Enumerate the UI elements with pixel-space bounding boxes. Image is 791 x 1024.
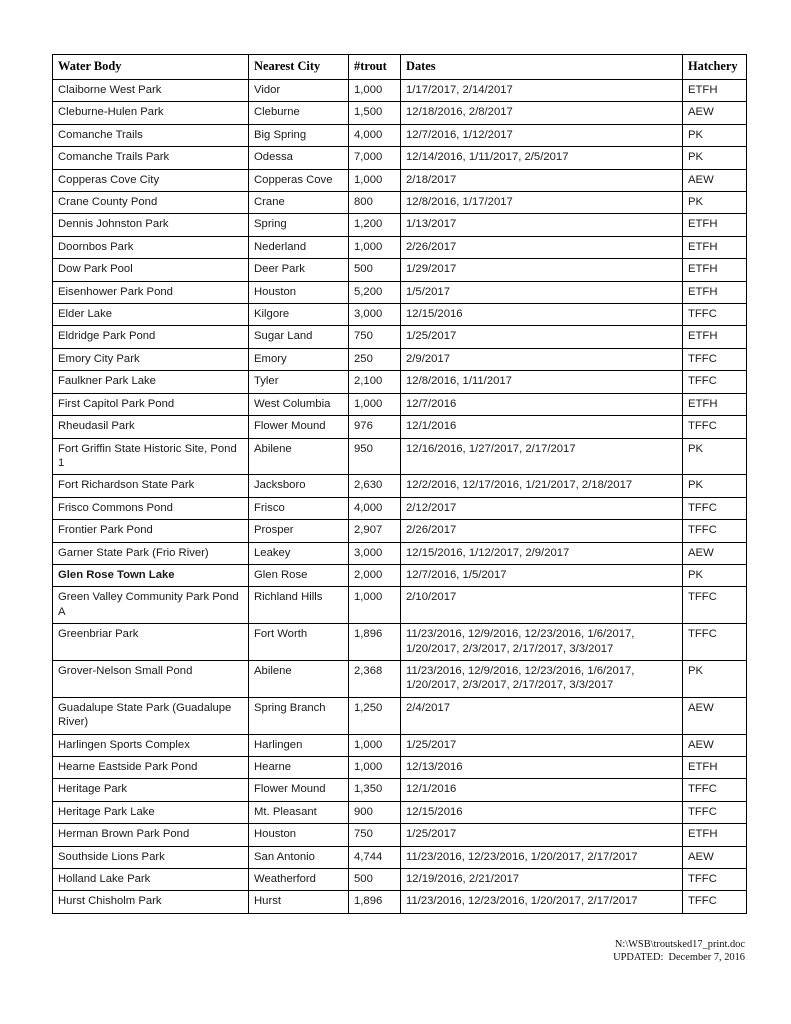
cell-water-body: Garner State Park (Frio River) bbox=[53, 542, 249, 564]
table-row bbox=[53, 497, 747, 519]
cell-dates: 12/13/2016 bbox=[401, 757, 683, 779]
cell-hatchery: ETFH bbox=[683, 80, 747, 102]
cell-dates: 12/18/2016, 2/8/2017 bbox=[401, 102, 683, 124]
cell-water-body: Glen Rose Town Lake bbox=[53, 564, 249, 586]
cell-dates: 1/25/2017 bbox=[401, 734, 683, 756]
cell-water-body: Dow Park Pool bbox=[53, 259, 249, 281]
cell-dates: 2/4/2017 bbox=[401, 697, 683, 734]
cell-dates: 11/23/2016, 12/23/2016, 1/20/2017, 2/17/2017 bbox=[401, 891, 683, 913]
cell-trout-count: 1,000 bbox=[349, 587, 401, 624]
table-header-row bbox=[53, 55, 747, 80]
cell-trout-count: 1,000 bbox=[349, 393, 401, 415]
cell-nearest-city: Deer Park bbox=[249, 259, 349, 281]
cell-hatchery: ETFH bbox=[683, 757, 747, 779]
cell-trout-count: 3,000 bbox=[349, 304, 401, 326]
cell-dates: 12/15/2016, 1/12/2017, 2/9/2017 bbox=[401, 542, 683, 564]
cell-water-body: Fort Richardson State Park bbox=[53, 475, 249, 497]
cell-dates: 2/12/2017 bbox=[401, 497, 683, 519]
cell-nearest-city: Weatherford bbox=[249, 869, 349, 891]
cell-hatchery: ETFH bbox=[683, 236, 747, 258]
cell-hatchery: ETFH bbox=[683, 259, 747, 281]
cell-nearest-city: Frisco bbox=[249, 497, 349, 519]
cell-hatchery: TFFC bbox=[683, 497, 747, 519]
cell-dates: 12/19/2016, 2/21/2017 bbox=[401, 869, 683, 891]
cell-dates: 12/1/2016 bbox=[401, 416, 683, 438]
table-row bbox=[53, 80, 747, 102]
cell-nearest-city: Prosper bbox=[249, 520, 349, 542]
cell-nearest-city: Hearne bbox=[249, 757, 349, 779]
cell-hatchery: PK bbox=[683, 475, 747, 497]
cell-dates: 1/5/2017 bbox=[401, 281, 683, 303]
table-row bbox=[53, 779, 747, 801]
cell-nearest-city: Big Spring bbox=[249, 124, 349, 146]
cell-water-body: Fort Griffin State Historic Site, Pond 1 bbox=[53, 438, 249, 475]
table-row bbox=[53, 475, 747, 497]
cell-trout-count: 4,000 bbox=[349, 124, 401, 146]
table-row bbox=[53, 660, 747, 697]
cell-dates: 1/13/2017 bbox=[401, 214, 683, 236]
cell-nearest-city: Odessa bbox=[249, 147, 349, 169]
cell-hatchery: PK bbox=[683, 192, 747, 214]
cell-water-body: Copperas Cove City bbox=[53, 169, 249, 191]
cell-dates: 12/8/2016, 1/17/2017 bbox=[401, 192, 683, 214]
cell-trout-count: 7,000 bbox=[349, 147, 401, 169]
cell-hatchery: TFFC bbox=[683, 869, 747, 891]
cell-nearest-city: Flower Mound bbox=[249, 416, 349, 438]
cell-hatchery: TFFC bbox=[683, 371, 747, 393]
cell-trout-count: 950 bbox=[349, 438, 401, 475]
table-row bbox=[53, 326, 747, 348]
cell-dates: 12/15/2016 bbox=[401, 801, 683, 823]
cell-hatchery: AEW bbox=[683, 542, 747, 564]
cell-dates: 12/7/2016, 1/5/2017 bbox=[401, 564, 683, 586]
cell-water-body: Greenbriar Park bbox=[53, 624, 249, 661]
table-row bbox=[53, 520, 747, 542]
cell-nearest-city: Hurst bbox=[249, 891, 349, 913]
cell-nearest-city: West Columbia bbox=[249, 393, 349, 415]
cell-water-body: Herman Brown Park Pond bbox=[53, 824, 249, 846]
cell-hatchery: AEW bbox=[683, 734, 747, 756]
cell-hatchery: TFFC bbox=[683, 304, 747, 326]
cell-nearest-city: Flower Mound bbox=[249, 779, 349, 801]
cell-nearest-city: Spring bbox=[249, 214, 349, 236]
cell-nearest-city: Richland Hills bbox=[249, 587, 349, 624]
cell-nearest-city: Emory bbox=[249, 348, 349, 370]
table-row bbox=[53, 124, 747, 146]
cell-nearest-city: Kilgore bbox=[249, 304, 349, 326]
table-row bbox=[53, 371, 747, 393]
cell-nearest-city: Houston bbox=[249, 824, 349, 846]
cell-nearest-city: Spring Branch bbox=[249, 697, 349, 734]
cell-water-body: Crane County Pond bbox=[53, 192, 249, 214]
table-row bbox=[53, 304, 747, 326]
cell-water-body: Guadalupe State Park (Guadalupe River) bbox=[53, 697, 249, 734]
table-row bbox=[53, 214, 747, 236]
table-row bbox=[53, 147, 747, 169]
cell-dates: 1/17/2017, 2/14/2017 bbox=[401, 80, 683, 102]
cell-trout-count: 1,000 bbox=[349, 757, 401, 779]
column-header-nearest-city: Nearest City bbox=[249, 55, 349, 80]
cell-water-body: Harlingen Sports Complex bbox=[53, 734, 249, 756]
table-row bbox=[53, 236, 747, 258]
cell-water-body: Emory City Park bbox=[53, 348, 249, 370]
cell-dates: 1/29/2017 bbox=[401, 259, 683, 281]
cell-hatchery: ETFH bbox=[683, 393, 747, 415]
cell-trout-count: 500 bbox=[349, 259, 401, 281]
cell-nearest-city: Cleburne bbox=[249, 102, 349, 124]
cell-water-body: Hearne Eastside Park Pond bbox=[53, 757, 249, 779]
cell-nearest-city: Tyler bbox=[249, 371, 349, 393]
cell-water-body: Holland Lake Park bbox=[53, 869, 249, 891]
table-row bbox=[53, 734, 747, 756]
cell-nearest-city: Copperas Cove bbox=[249, 169, 349, 191]
table-row bbox=[53, 102, 747, 124]
cell-nearest-city: Harlingen bbox=[249, 734, 349, 756]
cell-nearest-city: Sugar Land bbox=[249, 326, 349, 348]
cell-nearest-city: San Antonio bbox=[249, 846, 349, 868]
table-row bbox=[53, 697, 747, 734]
table-row bbox=[53, 801, 747, 823]
table-row bbox=[53, 416, 747, 438]
cell-dates: 2/10/2017 bbox=[401, 587, 683, 624]
trout-stocking-table-container bbox=[52, 54, 746, 914]
column-header-hatchery: Hatchery bbox=[683, 55, 747, 80]
page-footer bbox=[613, 938, 745, 964]
cell-trout-count: 2,907 bbox=[349, 520, 401, 542]
cell-trout-count: 250 bbox=[349, 348, 401, 370]
cell-nearest-city: Glen Rose bbox=[249, 564, 349, 586]
cell-water-body: Frontier Park Pond bbox=[53, 520, 249, 542]
cell-water-body: Dennis Johnston Park bbox=[53, 214, 249, 236]
cell-nearest-city: Mt. Pleasant bbox=[249, 801, 349, 823]
cell-hatchery: ETFH bbox=[683, 824, 747, 846]
column-header-water-body: Water Body bbox=[53, 55, 249, 80]
cell-trout-count: 2,100 bbox=[349, 371, 401, 393]
cell-water-body: Elder Lake bbox=[53, 304, 249, 326]
cell-nearest-city: Abilene bbox=[249, 660, 349, 697]
cell-dates: 11/23/2016, 12/9/2016, 12/23/2016, 1/6/2017, 1/20/2017, 2/3/2017, 2/17/2017, 3/3/2017 bbox=[401, 624, 683, 661]
cell-water-body: Comanche Trails Park bbox=[53, 147, 249, 169]
cell-hatchery: TFFC bbox=[683, 348, 747, 370]
table-row bbox=[53, 564, 747, 586]
cell-hatchery: TFFC bbox=[683, 624, 747, 661]
table-row bbox=[53, 542, 747, 564]
cell-trout-count: 750 bbox=[349, 824, 401, 846]
cell-hatchery: TFFC bbox=[683, 779, 747, 801]
cell-dates: 12/7/2016 bbox=[401, 393, 683, 415]
cell-trout-count: 1,000 bbox=[349, 80, 401, 102]
cell-hatchery: ETFH bbox=[683, 281, 747, 303]
table-row bbox=[53, 281, 747, 303]
cell-dates: 1/25/2017 bbox=[401, 824, 683, 846]
cell-hatchery: TFFC bbox=[683, 416, 747, 438]
table-row bbox=[53, 757, 747, 779]
cell-dates: 12/1/2016 bbox=[401, 779, 683, 801]
cell-trout-count: 2,630 bbox=[349, 475, 401, 497]
table-row bbox=[53, 438, 747, 475]
cell-hatchery: ETFH bbox=[683, 326, 747, 348]
footer-file-path: N:\WSB\troutsked17_print.doc bbox=[614, 939, 745, 950]
cell-dates: 1/25/2017 bbox=[401, 326, 683, 348]
table-row bbox=[53, 169, 747, 191]
cell-water-body: Heritage Park bbox=[53, 779, 249, 801]
cell-hatchery: ETFH bbox=[683, 214, 747, 236]
cell-hatchery: PK bbox=[683, 564, 747, 586]
cell-dates: 12/14/2016, 1/11/2017, 2/5/2017 bbox=[401, 147, 683, 169]
cell-trout-count: 2,000 bbox=[349, 564, 401, 586]
cell-water-body: Heritage Park Lake bbox=[53, 801, 249, 823]
cell-hatchery: AEW bbox=[683, 169, 747, 191]
cell-trout-count: 1,250 bbox=[349, 697, 401, 734]
cell-dates: 12/2/2016, 12/17/2016, 1/21/2017, 2/18/2017 bbox=[401, 475, 683, 497]
cell-water-body: Southside Lions Park bbox=[53, 846, 249, 868]
cell-dates: 11/23/2016, 12/23/2016, 1/20/2017, 2/17/2017 bbox=[401, 846, 683, 868]
cell-hatchery: TFFC bbox=[683, 587, 747, 624]
cell-nearest-city: Nederland bbox=[249, 236, 349, 258]
cell-trout-count: 900 bbox=[349, 801, 401, 823]
table-body bbox=[53, 80, 747, 914]
cell-dates: 2/9/2017 bbox=[401, 348, 683, 370]
cell-water-body: Cleburne-Hulen Park bbox=[53, 102, 249, 124]
cell-water-body: Rheudasil Park bbox=[53, 416, 249, 438]
cell-dates: 12/16/2016, 1/27/2017, 2/17/2017 bbox=[401, 438, 683, 475]
cell-nearest-city: Abilene bbox=[249, 438, 349, 475]
cell-trout-count: 976 bbox=[349, 416, 401, 438]
cell-trout-count: 500 bbox=[349, 869, 401, 891]
cell-trout-count: 1,000 bbox=[349, 169, 401, 191]
cell-trout-count: 1,350 bbox=[349, 779, 401, 801]
cell-water-body: Faulkner Park Lake bbox=[53, 371, 249, 393]
cell-nearest-city: Crane bbox=[249, 192, 349, 214]
trout-stocking-table bbox=[52, 54, 747, 914]
table-row bbox=[53, 393, 747, 415]
table-header bbox=[53, 55, 747, 80]
cell-trout-count: 800 bbox=[349, 192, 401, 214]
cell-hatchery: PK bbox=[683, 438, 747, 475]
cell-nearest-city: Houston bbox=[249, 281, 349, 303]
cell-hatchery: PK bbox=[683, 124, 747, 146]
cell-water-body: First Capitol Park Pond bbox=[53, 393, 249, 415]
cell-water-body: Eldridge Park Pond bbox=[53, 326, 249, 348]
table-row bbox=[53, 259, 747, 281]
table-row bbox=[53, 348, 747, 370]
cell-nearest-city: Vidor bbox=[249, 80, 349, 102]
cell-water-body: Claiborne West Park bbox=[53, 80, 249, 102]
table-row bbox=[53, 587, 747, 624]
cell-dates: 11/23/2016, 12/9/2016, 12/23/2016, 1/6/2017, 1/20/2017, 2/3/2017, 2/17/2017, 3/3/2017 bbox=[401, 660, 683, 697]
cell-trout-count: 2,368 bbox=[349, 660, 401, 697]
cell-trout-count: 1,500 bbox=[349, 102, 401, 124]
cell-trout-count: 4,000 bbox=[349, 497, 401, 519]
cell-trout-count: 1,000 bbox=[349, 236, 401, 258]
cell-nearest-city: Fort Worth bbox=[249, 624, 349, 661]
cell-trout-count: 5,200 bbox=[349, 281, 401, 303]
cell-hatchery: TFFC bbox=[683, 891, 747, 913]
cell-trout-count: 1,896 bbox=[349, 624, 401, 661]
table-row bbox=[53, 846, 747, 868]
column-header-dates: Dates bbox=[401, 55, 683, 80]
cell-dates: 2/26/2017 bbox=[401, 236, 683, 258]
footer-updated-date: UPDATED: December 7, 2016 bbox=[613, 952, 745, 964]
cell-water-body: Hurst Chisholm Park bbox=[53, 891, 249, 913]
table-row bbox=[53, 624, 747, 661]
cell-trout-count: 1,000 bbox=[349, 734, 401, 756]
cell-trout-count: 1,896 bbox=[349, 891, 401, 913]
cell-trout-count: 3,000 bbox=[349, 542, 401, 564]
cell-hatchery: AEW bbox=[683, 102, 747, 124]
cell-nearest-city: Leakey bbox=[249, 542, 349, 564]
cell-hatchery: TFFC bbox=[683, 520, 747, 542]
cell-hatchery: PK bbox=[683, 147, 747, 169]
cell-hatchery: PK bbox=[683, 660, 747, 697]
cell-water-body: Comanche Trails bbox=[53, 124, 249, 146]
cell-water-body: Doornbos Park bbox=[53, 236, 249, 258]
table-row bbox=[53, 869, 747, 891]
cell-dates: 12/8/2016, 1/11/2017 bbox=[401, 371, 683, 393]
cell-dates: 2/26/2017 bbox=[401, 520, 683, 542]
column-header-trout-count: #trout bbox=[349, 55, 401, 80]
cell-water-body: Eisenhower Park Pond bbox=[53, 281, 249, 303]
cell-water-body: Grover-Nelson Small Pond bbox=[53, 660, 249, 697]
cell-water-body: Frisco Commons Pond bbox=[53, 497, 249, 519]
table-row bbox=[53, 192, 747, 214]
cell-hatchery: AEW bbox=[683, 846, 747, 868]
cell-dates: 2/18/2017 bbox=[401, 169, 683, 191]
table-row bbox=[53, 824, 747, 846]
cell-nearest-city: Jacksboro bbox=[249, 475, 349, 497]
cell-hatchery: AEW bbox=[683, 697, 747, 734]
cell-water-body: Green Valley Community Park Pond A bbox=[53, 587, 249, 624]
cell-dates: 12/7/2016, 1/12/2017 bbox=[401, 124, 683, 146]
table-row bbox=[53, 891, 747, 913]
cell-trout-count: 1,200 bbox=[349, 214, 401, 236]
cell-trout-count: 4,744 bbox=[349, 846, 401, 868]
cell-dates: 12/15/2016 bbox=[401, 304, 683, 326]
cell-hatchery: TFFC bbox=[683, 801, 747, 823]
cell-trout-count: 750 bbox=[349, 326, 401, 348]
